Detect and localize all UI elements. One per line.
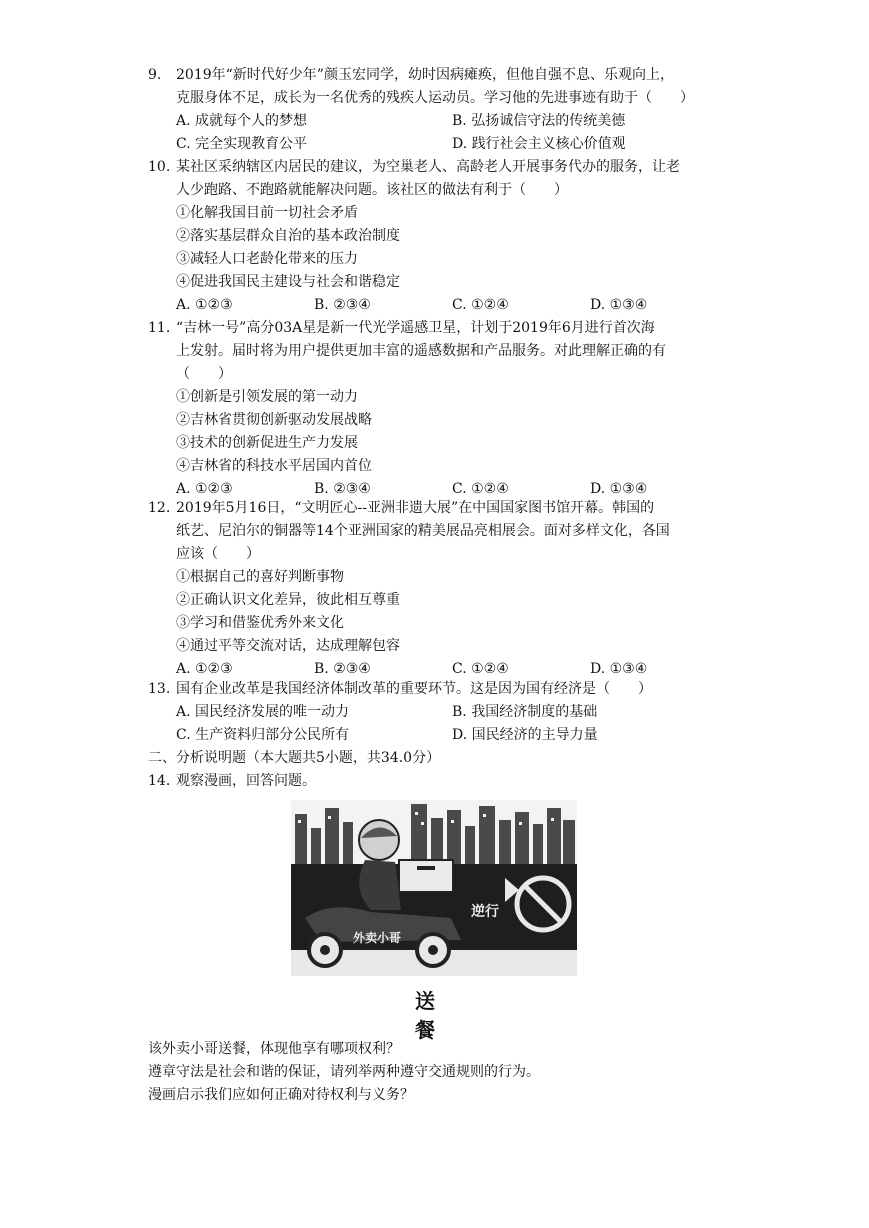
cartoon-image bbox=[291, 800, 577, 976]
option-a[interactable]: A. ①②③ bbox=[176, 661, 233, 677]
option-d[interactable]: D. ①③④ bbox=[590, 481, 648, 497]
question-line: 观察漫画，回答问题。 bbox=[176, 773, 316, 789]
option-c[interactable]: C. 生产资料归部分公民所有 bbox=[176, 727, 350, 743]
followup-question-2: 遵章守法是社会和谐的保证，请列举两种遵守交通规则的行为。 bbox=[148, 1064, 540, 1080]
statement: ④促进我国民主建设与社会和谐稳定 bbox=[176, 274, 400, 290]
options-row bbox=[176, 294, 728, 317]
option-a[interactable]: A. ①②③ bbox=[176, 297, 233, 313]
statement: ③学习和借鉴优秀外来文化 bbox=[176, 615, 344, 631]
option-b[interactable]: B. ②③④ bbox=[314, 481, 371, 497]
question-line: 克服身体不足，成长为一名优秀的残疾人运动员。学习他的先进事迹有助于（ ） bbox=[176, 90, 694, 106]
question-14 bbox=[148, 770, 728, 793]
question-line: 上发射。届时将为用户提供更加丰富的遥感数据和产品服务。对此理解正确的有 bbox=[176, 343, 666, 359]
question-line: 2019年5月16日，“文明匠心--亚洲非遗大展”在中国国家图书馆开幕。韩国的 bbox=[176, 500, 655, 516]
question-line: 纸艺、尼泊尔的铜器等14个亚洲国家的精美展品亮相展会。面对多样文化，各国 bbox=[176, 523, 670, 539]
question-11 bbox=[148, 317, 728, 501]
option-d[interactable]: D. 国民经济的主导力量 bbox=[452, 727, 598, 743]
cartoon-rider-label: 外卖小哥 bbox=[353, 931, 402, 945]
cartoon-caption: 送 餐 bbox=[415, 989, 457, 1042]
statement: ④通过平等交流对话，达成理解包容 bbox=[176, 638, 400, 654]
option-a[interactable]: A. 成就每个人的梦想 bbox=[176, 113, 308, 129]
question-number: 14. bbox=[148, 773, 171, 789]
question-line: 人少跑路、不跑路就能解决问题。该社区的做法有利于（ ） bbox=[176, 182, 568, 198]
followup-question-1: 该外卖小哥送餐，体现他享有哪项权利？ bbox=[148, 1041, 400, 1057]
question-number: 10. bbox=[148, 159, 171, 175]
question-line: “吉林一号”高分03A星是新一代光学遥感卫星，计划于2019年6月进行首次海 bbox=[176, 320, 655, 336]
question-number: 12. bbox=[148, 500, 171, 516]
statement: ①创新是引领发展的第一动力 bbox=[176, 389, 358, 405]
followup-question-3: 漫画启示我们应如何正确对待权利与义务？ bbox=[148, 1087, 414, 1103]
statement: ②落实基层群众自治的基本政治制度 bbox=[176, 228, 400, 244]
option-c[interactable]: C. ①②④ bbox=[452, 297, 509, 313]
cartoon-sign-label: 逆行 bbox=[471, 903, 499, 919]
option-d[interactable]: D. ①③④ bbox=[590, 661, 648, 677]
option-d[interactable]: D. ①③④ bbox=[590, 297, 648, 313]
question-line: 2019年“新时代好少年”颜玉宏同学，幼时因病瘫痪，但他自强不息、乐观向上， bbox=[176, 67, 674, 83]
option-b[interactable]: B. 弘扬诚信守法的传统美德 bbox=[452, 113, 626, 129]
option-b[interactable]: B. ②③④ bbox=[314, 661, 371, 677]
question-number: 13. bbox=[148, 681, 171, 697]
statement: ②正确认识文化差异，彼此相互尊重 bbox=[176, 592, 400, 608]
option-b[interactable]: B. ②③④ bbox=[314, 297, 371, 313]
statement: ①根据自己的喜好判断事物 bbox=[176, 569, 344, 585]
question-10 bbox=[148, 156, 728, 317]
question-12 bbox=[148, 497, 728, 681]
option-c[interactable]: C. ①②④ bbox=[452, 661, 509, 677]
question-line: 应该（ ） bbox=[176, 546, 260, 562]
option-c[interactable]: C. 完全实现教育公平 bbox=[176, 136, 308, 152]
question-number: 9. bbox=[148, 67, 162, 83]
question-13 bbox=[148, 678, 728, 747]
option-a[interactable]: A. ①②③ bbox=[176, 481, 233, 497]
option-a[interactable]: A. 国民经济发展的唯一动力 bbox=[176, 704, 350, 720]
statement: ③技术的创新促进生产力发展 bbox=[176, 435, 358, 451]
option-b[interactable]: B. 我国经济制度的基础 bbox=[452, 704, 598, 720]
question-number: 11. bbox=[148, 320, 171, 336]
option-d[interactable]: D. 践行社会主义核心价值观 bbox=[452, 136, 626, 152]
question-9 bbox=[148, 64, 728, 156]
options-row bbox=[176, 701, 728, 724]
statement: ①化解我国目前一切社会矛盾 bbox=[176, 205, 358, 221]
options-row bbox=[176, 724, 728, 747]
question-line: （ ） bbox=[176, 366, 232, 382]
options-row bbox=[176, 110, 728, 133]
section-heading: 二、分析说明题（本大题共5小题，共34.0分） bbox=[148, 750, 441, 766]
statement: ②吉林省贯彻创新驱动发展战略 bbox=[176, 412, 372, 428]
statement: ③减轻人口老龄化带来的压力 bbox=[176, 251, 358, 267]
options-row bbox=[176, 133, 728, 156]
question-line: 某社区采纳辖区内居民的建议，为空巢老人、高龄老人开展事务代办的服务，让老 bbox=[176, 159, 680, 175]
question-line: 国有企业改革是我国经济体制改革的重要环节。这是因为国有经济是（ ） bbox=[176, 681, 652, 697]
option-c[interactable]: C. ①②④ bbox=[452, 481, 509, 497]
statement: ④吉林省的科技水平居国内首位 bbox=[176, 458, 372, 474]
